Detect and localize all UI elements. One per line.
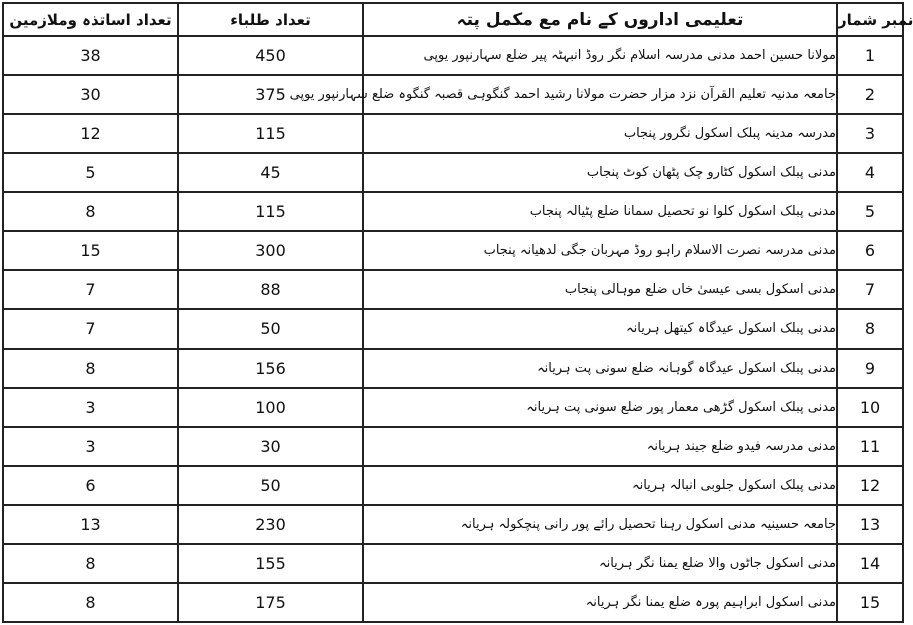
institution-name-cell: مدنی پبلک اسکول کلوا نو تحصیل سمانا ضلع پٹیالہ پنجاب: [363, 192, 837, 231]
serial-number-cell: 15: [837, 583, 903, 622]
serial-number-cell: 5: [837, 192, 903, 231]
table-body: [3, 36, 903, 622]
staff-count-cell: 30: [3, 75, 178, 114]
staff-count-cell: 6: [3, 466, 178, 505]
serial-number-cell: 1: [837, 36, 903, 75]
table-row: [3, 544, 903, 583]
institution-name-cell: مدنی پبلک اسکول عیدگاہ کیتھل ہریانہ: [363, 309, 837, 348]
staff-count-cell: 5: [3, 153, 178, 192]
table-row: [3, 270, 903, 309]
student-count-cell: 115: [178, 114, 363, 153]
student-count-cell: 45: [178, 153, 363, 192]
student-count-cell: 88: [178, 270, 363, 309]
institutions-table: [2, 2, 913, 623]
serial-number-cell: 14: [837, 544, 903, 583]
institution-name-cell: مدنی پبلک اسکول گڑھی معمار پور ضلع سونی پت ہریانہ: [363, 388, 837, 427]
serial-number-cell: 13: [837, 505, 903, 544]
serial-number-cell: 3: [837, 114, 903, 153]
table-row: [3, 231, 903, 270]
serial-number-cell: 2: [837, 75, 903, 114]
header-staff: تعداد اساتذہ وملازمین: [3, 3, 178, 36]
serial-number-cell: 8: [837, 309, 903, 348]
staff-count-cell: 13: [3, 505, 178, 544]
institution-name-cell: مدنی اسکول بسی عیسیٰ خاں ضلع موہالی پنجاب: [363, 270, 837, 309]
serial-number-cell: 4: [837, 153, 903, 192]
table-row: [3, 309, 903, 348]
staff-count-cell: 15: [3, 231, 178, 270]
staff-count-cell: 7: [3, 270, 178, 309]
student-count-cell: 50: [178, 466, 363, 505]
student-count-cell: 115: [178, 192, 363, 231]
staff-count-cell: 3: [3, 388, 178, 427]
student-count-cell: 230: [178, 505, 363, 544]
institution-name-cell: جامعہ مدنیہ تعلیم القرآن نزد مزار حضرت مولانا رشید احمد گنگوہی قصبہ گنگوہ ضلع سہارنپور یوپی: [363, 75, 837, 114]
table-row: [3, 36, 903, 75]
institution-name-cell: مدنی اسکول جاٹوں والا ضلع یمنا نگر ہریانہ: [363, 544, 837, 583]
student-count-cell: 156: [178, 349, 363, 388]
institution-name-cell: مولانا حسین احمد مدنی مدرسہ اسلام نگر روڈ انبہٹہ پیر ضلع سہارنپور یوپی: [363, 36, 837, 75]
institution-name-cell: مدنی مدرسہ فیدو ضلع جیند ہریانہ: [363, 427, 837, 466]
institution-name-cell: مدنی پبلک اسکول کٹارو چک پٹھان کوٹ پنجاب: [363, 153, 837, 192]
header-institution: تعلیمی اداروں کے نام مع مکمل پتہ: [363, 3, 837, 36]
serial-number-cell: 6: [837, 231, 903, 270]
staff-count-cell: 38: [3, 36, 178, 75]
student-count-cell: 100: [178, 388, 363, 427]
table-row: [3, 192, 903, 231]
student-count-cell: 30: [178, 427, 363, 466]
header-row: [3, 3, 903, 36]
institution-name-cell: مدنی مدرسہ نصرت الاسلام راہو روڈ مہربان جگی لدھیانہ پنجاب: [363, 231, 837, 270]
institution-name-cell: مدنی پبلک اسکول عیدگاہ گوہانہ ضلع سونی پت ہریانہ: [363, 349, 837, 388]
staff-count-cell: 3: [3, 427, 178, 466]
institution-name-cell: مدرسہ مدینہ پبلک اسکول نگرور پنجاب: [363, 114, 837, 153]
serial-number-cell: 11: [837, 427, 903, 466]
table-row: [3, 114, 903, 153]
header-serial: نمبر شمار: [837, 3, 903, 36]
table-row: [3, 505, 903, 544]
staff-count-cell: 8: [3, 192, 178, 231]
student-count-cell: 155: [178, 544, 363, 583]
serial-number-cell: 9: [837, 349, 903, 388]
table-row: [3, 75, 903, 114]
student-count-cell: 300: [178, 231, 363, 270]
staff-count-cell: 8: [3, 583, 178, 622]
table-row: [3, 388, 903, 427]
table-row: [3, 153, 903, 192]
student-count-cell: 375: [178, 75, 363, 114]
staff-count-cell: 8: [3, 544, 178, 583]
student-count-cell: 175: [178, 583, 363, 622]
institution-name-cell: جامعہ حسینیہ مدنی اسکول رہنا تحصیل رائے پور رانی پنچکولہ ہریانہ: [363, 505, 837, 544]
staff-count-cell: 8: [3, 349, 178, 388]
header-students: تعداد طلباء: [178, 3, 363, 36]
serial-number-cell: 10: [837, 388, 903, 427]
institution-name-cell: مدنی پبلک اسکول جلوبی انبالہ ہریانہ: [363, 466, 837, 505]
table-row: [3, 427, 903, 466]
table-row: [3, 583, 903, 622]
student-count-cell: 450: [178, 36, 363, 75]
institution-name-cell: مدنی اسکول ابراہیم پورہ ضلع یمنا نگر ہریانہ: [363, 583, 837, 622]
staff-count-cell: 12: [3, 114, 178, 153]
table-row: [3, 466, 903, 505]
serial-number-cell: 7: [837, 270, 903, 309]
serial-number-cell: 12: [837, 466, 903, 505]
table-row: [3, 349, 903, 388]
staff-count-cell: 7: [3, 309, 178, 348]
student-count-cell: 50: [178, 309, 363, 348]
